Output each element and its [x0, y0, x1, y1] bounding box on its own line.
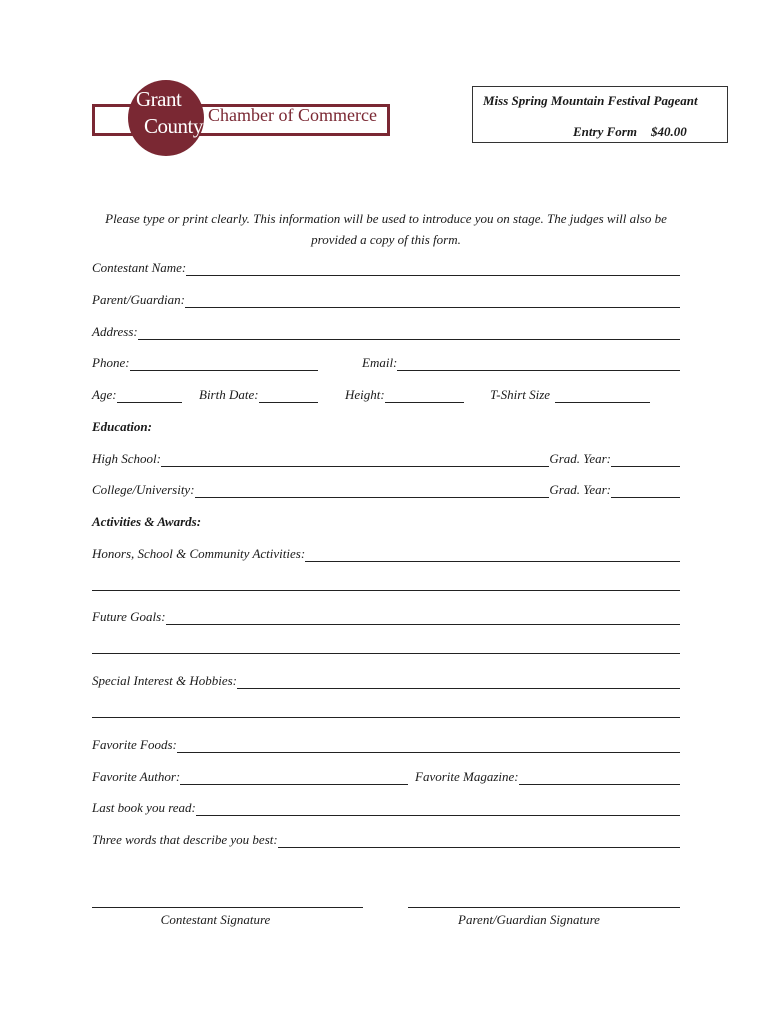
parent-guardian-label: Parent/Guardian:	[92, 292, 185, 307]
parent-signature-line[interactable]	[408, 907, 680, 908]
future-goals-label: Future Goals:	[92, 609, 166, 624]
activities-label: Activities & Awards:	[92, 514, 202, 529]
favorite-magazine-row	[415, 767, 680, 785]
honors-field[interactable]	[305, 547, 680, 562]
address-field[interactable]	[138, 325, 680, 340]
tshirt-row	[490, 385, 650, 403]
college-field[interactable]	[195, 483, 550, 498]
high-school-label: High School:	[92, 451, 161, 466]
entry-fee: $40.00	[650, 124, 687, 139]
height-label: Height:	[345, 387, 385, 402]
education-label: Education:	[92, 419, 152, 434]
contestant-name-label: Contestant Name:	[92, 260, 187, 275]
honors-extra-line[interactable]	[92, 590, 680, 591]
honors-label: Honors, School & Community Activities:	[92, 546, 306, 561]
logo-county-text: County	[144, 114, 203, 138]
special-interest-label: Special Interest & Hobbies:	[92, 673, 238, 688]
email-label: Email:	[362, 355, 398, 370]
high-school-row	[92, 449, 680, 467]
contestant-name-field[interactable]	[186, 261, 680, 276]
special-interest-field[interactable]	[237, 674, 680, 689]
tshirt-field[interactable]	[555, 388, 650, 403]
favorite-foods-row	[92, 735, 680, 753]
future-goals-row	[92, 607, 680, 625]
birth-date-field[interactable]	[259, 388, 318, 403]
tshirt-label: T-Shirt Size	[490, 387, 551, 402]
honors-row	[92, 544, 680, 562]
email-row	[362, 353, 680, 371]
title-box	[472, 86, 728, 143]
last-book-label: Last book you read:	[92, 800, 196, 815]
last-book-field[interactable]	[196, 801, 680, 816]
email-field[interactable]	[397, 356, 680, 371]
logo-chamber-text: Chamber of Commerce	[208, 105, 377, 125]
intro-text: Please type or print clearly. This information will be used to introduce you on stage. The judges will also be provided a copy of this form.	[105, 211, 667, 247]
chamber-logo	[92, 80, 392, 160]
height-row	[345, 385, 464, 403]
favorite-author-label: Favorite Author:	[92, 769, 181, 784]
height-field[interactable]	[385, 388, 464, 403]
three-words-field[interactable]	[278, 833, 680, 848]
phone-field[interactable]	[130, 356, 318, 371]
parent-guardian-field[interactable]	[185, 293, 680, 308]
parent-signature-label: Parent/Guardian Signature	[458, 912, 600, 927]
contestant-name-row	[92, 258, 680, 276]
three-words-label: Three words that describe you best:	[92, 832, 278, 847]
favorite-foods-label: Favorite Foods:	[92, 737, 177, 752]
phone-row	[92, 353, 318, 371]
birth-date-label: Birth Date:	[199, 387, 259, 402]
future-goals-field[interactable]	[166, 610, 680, 625]
last-book-row	[92, 798, 680, 816]
age-field[interactable]	[117, 388, 182, 403]
special-interest-extra-line[interactable]	[92, 717, 680, 718]
age-label: Age:	[92, 387, 117, 402]
phone-label: Phone:	[92, 355, 130, 370]
college-label: College/University:	[92, 482, 195, 497]
contestant-signature-line[interactable]	[92, 907, 363, 908]
college-grad-year-label: Grad. Year:	[549, 482, 611, 497]
favorite-author-row	[92, 767, 408, 785]
favorite-author-field[interactable]	[180, 770, 408, 785]
future-goals-extra-line[interactable]	[92, 653, 680, 654]
age-row	[92, 385, 182, 403]
entry-form-line	[573, 124, 687, 140]
address-label: Address:	[92, 324, 138, 339]
education-heading	[92, 417, 152, 435]
entry-form-label: Entry Form	[573, 124, 637, 139]
favorite-magazine-label: Favorite Magazine:	[415, 769, 519, 784]
pageant-title: Miss Spring Mountain Festival Pageant	[483, 93, 698, 108]
special-interest-row	[92, 671, 680, 689]
birth-date-row	[199, 385, 318, 403]
parent-guardian-row	[92, 290, 680, 308]
high-school-field[interactable]	[161, 452, 549, 467]
activities-heading	[92, 512, 201, 530]
contestant-signature-label: Contestant Signature	[160, 912, 271, 927]
address-row	[92, 322, 680, 340]
favorite-foods-field[interactable]	[177, 738, 680, 753]
college-grad-year-field[interactable]	[611, 483, 680, 498]
favorite-magazine-field[interactable]	[519, 770, 680, 785]
college-row	[92, 480, 680, 498]
hs-grad-year-label: Grad. Year:	[549, 451, 611, 466]
hs-grad-year-field[interactable]	[611, 452, 680, 467]
three-words-row	[92, 830, 680, 848]
logo-grant-text: Grant	[136, 87, 182, 111]
